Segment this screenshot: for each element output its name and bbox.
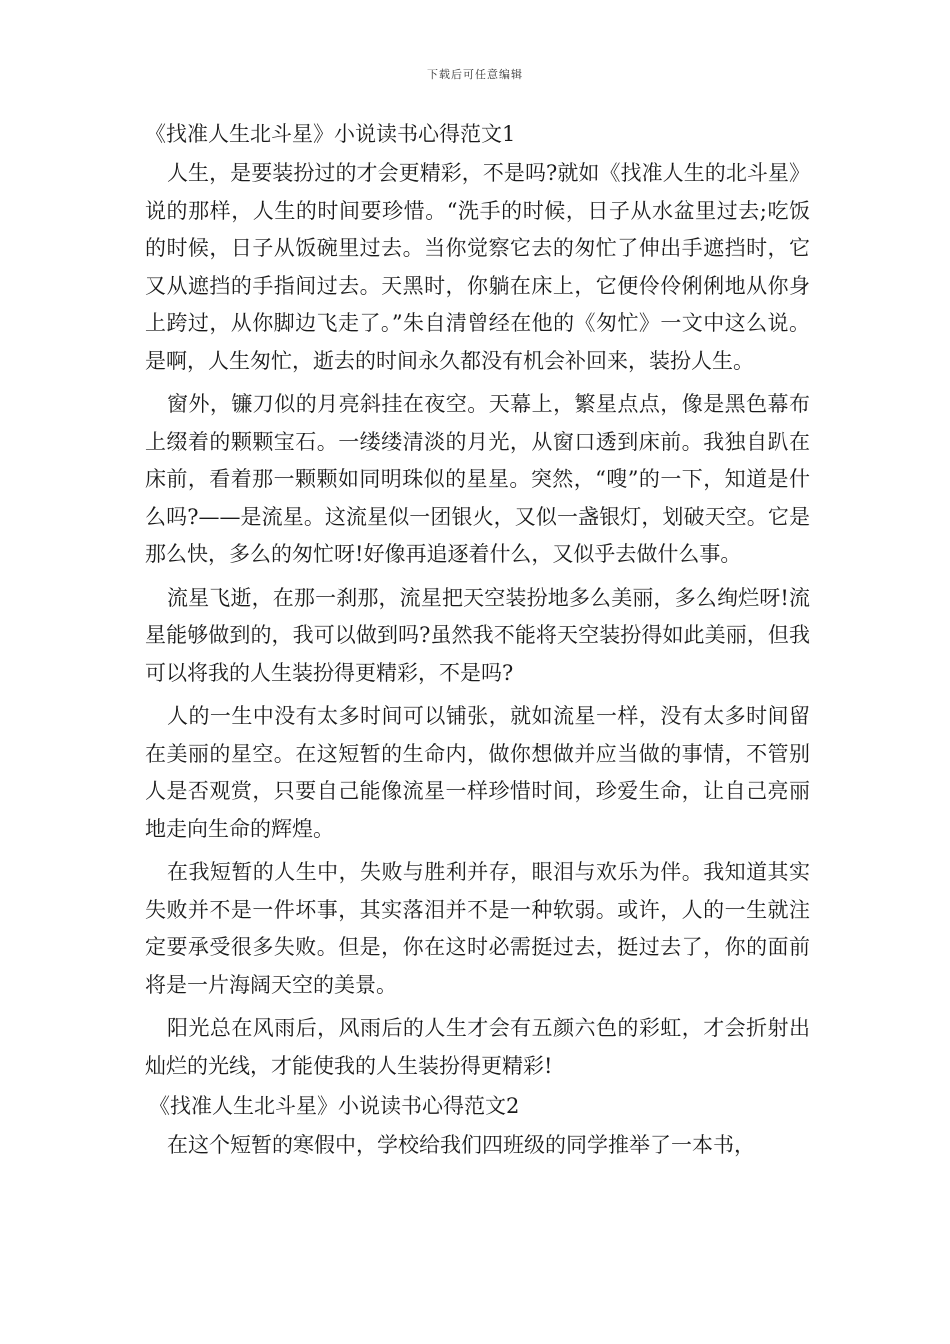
paragraph: 人生，是要装扮过的才会更精彩，不是吗?就如《找准人生的北斗星》说的那样，人生的时间要珍惜。“洗手的时候，日子从水盆里过去;吃饭的时候，日子从饭碗里过去。当你觉察它去的匆忙了伸出手遮挡时，它又从遮挡的手指间过去。天黑时，你躺在床上，它便伶伶俐俐地从你身上跨过，从你脚边飞走了。”朱自清曾经在他的《匆忙》一文中这么说。是啊，人生匆忙，逝去的时间永久都没有机会补回来，装扮人生。 <box>145 161 810 373</box>
header-note: 下载后可任意编辑 <box>427 68 523 81</box>
paragraph: 人的一生中没有太多时间可以铺张，就如流星一样，没有太多时间留在美丽的星空。在这短暂的生命内，做你想做并应当做的事情，不管别人是否观赏，只要自己能像流星一样珍惜时间，珍爱生命，让自己亮丽地走向生命的辉煌。 <box>145 704 810 841</box>
paragraph: 流星飞逝，在那一刹那，流星把天空装扮地多么美丽，多么绚烂呀!流星能够做到的，我可以做到吗?虽然我不能将天空装扮得如此美丽，但我可以将我的人生装扮得更精彩，不是吗? <box>145 585 810 685</box>
paragraph: 窗外，镰刀似的月亮斜挂在夜空。天幕上，繁星点点，像是黑色幕布上缀着的颗颗宝石。一缕缕清淡的月光，从窗口透到床前。我独自趴在床前，看着那一颗颗如同明珠似的星星。突然，“嗖”的一下，知道是什么吗?——是流星。这流星似一团银火，又似一盏银灯，划破天空。它是那么快，多么的匆忙呀!好像再追逐着什么，又似乎去做什么事。 <box>145 392 810 566</box>
section-title-2: 《找准人生北斗星》小说读书心得范文2 <box>149 1094 520 1118</box>
paragraph: 阳光总在风雨后，风雨后的人生才会有五颜六色的彩虹，才会折射出灿烂的光线，才能使我的人生装扮得更精彩! <box>145 1016 810 1078</box>
paragraph: 在这个短暂的寒假中，学校给我们四班级的同学推举了一本书， <box>167 1133 755 1157</box>
document-body <box>145 119 810 1171</box>
paragraph: 在我短暂的人生中，失败与胜利并存，眼泪与欢乐为伴。我知道其实失败并不是一件坏事，其实落泪并不是一种软弱。或许，人的一生就注定要承受很多失败。但是，你在这时必需挺过去，挺过去了，你的面前将是一片海阔天空的美景。 <box>145 860 810 997</box>
section-title-1: 《找准人生北斗星》小说读书心得范文1 <box>145 122 516 146</box>
